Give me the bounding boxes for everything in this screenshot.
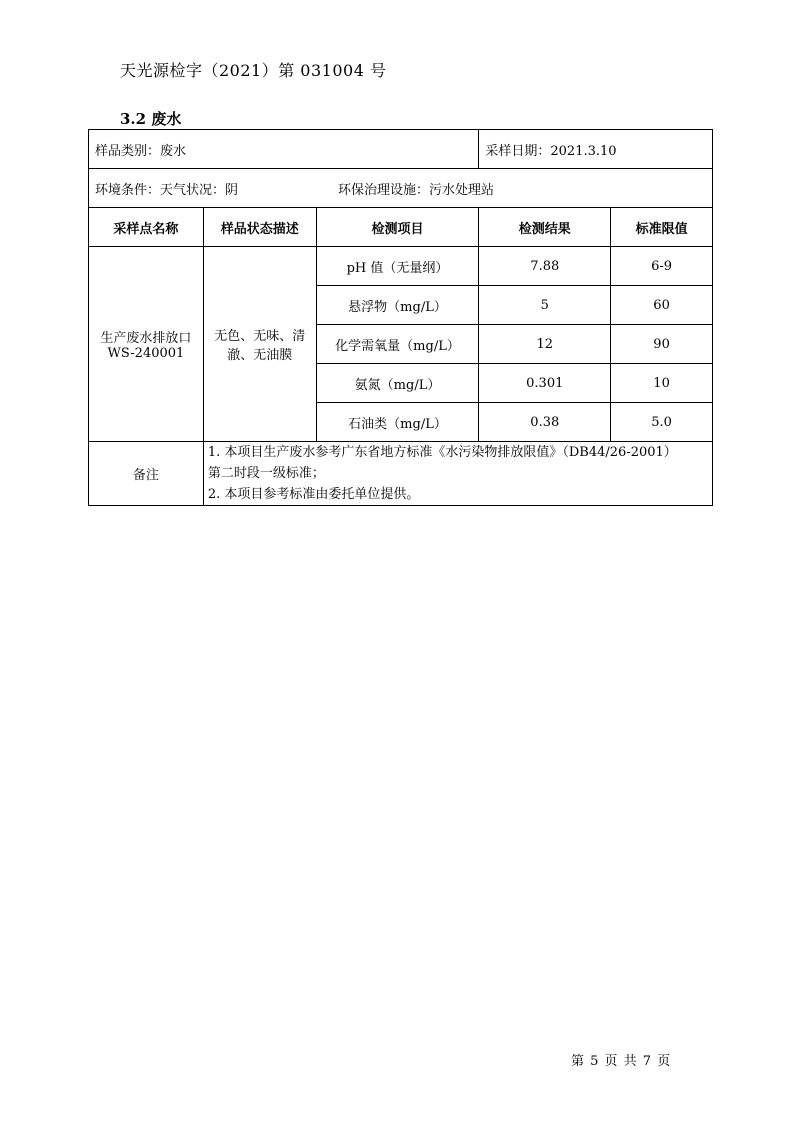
table-row — [89, 247, 713, 286]
sample-category: 样品类别：废水 — [89, 130, 479, 169]
sampling-point-code: WS-240001 — [107, 346, 185, 361]
test-item: 石油类（mg/L） — [316, 403, 479, 442]
sample-state-cell — [203, 247, 316, 442]
sampling-date: 采样日期：2021.3.10 — [479, 130, 713, 169]
test-result: 5 — [479, 286, 611, 325]
environment-conditions: 环境条件：天气状况：阴 — [95, 182, 239, 198]
standard-limit: 6-9 — [611, 247, 713, 286]
remarks-line: 第二时段一级标准； — [207, 466, 325, 481]
header-sampling-point: 采样点名称 — [89, 208, 204, 247]
standard-limit: 90 — [611, 325, 713, 364]
remarks-content — [203, 442, 712, 506]
header-sample-state: 样品状态描述 — [203, 208, 316, 247]
test-result: 12 — [479, 325, 611, 364]
header-test-result: 检测结果 — [479, 208, 611, 247]
standard-limit: 10 — [611, 364, 713, 403]
header-standard-limit: 标准限值 — [611, 208, 713, 247]
remarks-line: 2. 本项目参考标准由委托单位提供。 — [207, 487, 420, 502]
test-result: 0.301 — [479, 364, 611, 403]
test-item: 化学需氧量（mg/L） — [316, 325, 479, 364]
test-item: pH 值（无量纲） — [316, 247, 479, 286]
test-result: 0.38 — [479, 403, 611, 442]
test-result: 7.88 — [479, 247, 611, 286]
test-item: 氨氮（mg/L） — [316, 364, 479, 403]
environment-row — [89, 169, 713, 208]
standard-limit: 60 — [611, 286, 713, 325]
remarks-row — [89, 442, 713, 506]
sample-state-line: 澈、无油膜 — [227, 348, 293, 363]
test-item: 悬浮物（mg/L） — [316, 286, 479, 325]
sample-state-line: 无色、无味、清 — [214, 329, 306, 344]
remarks-line: 1. 本项目生产废水参考广东省地方标准《水污染物排放限值》（DB44/26-2001） — [207, 445, 677, 460]
standard-limit: 5.0 — [611, 403, 713, 442]
wastewater-table — [88, 129, 713, 506]
table-header-row — [89, 208, 713, 247]
sample-info-row — [89, 130, 713, 169]
header-test-item: 检测项目 — [316, 208, 479, 247]
remarks-label: 备注 — [89, 442, 204, 506]
page-footer: 第 5 页 共 7 页 — [571, 1054, 672, 1069]
environment-cell — [89, 169, 713, 208]
section-title: 3.2 废水 — [120, 110, 182, 128]
treatment-facility: 环保治理设施：污水处理站 — [338, 182, 495, 198]
report-number: 天光源检字（2021）第 031004 号 — [120, 61, 387, 80]
sampling-point-cell — [89, 247, 204, 442]
sampling-point-name: 生产废水排放口 — [100, 331, 192, 346]
